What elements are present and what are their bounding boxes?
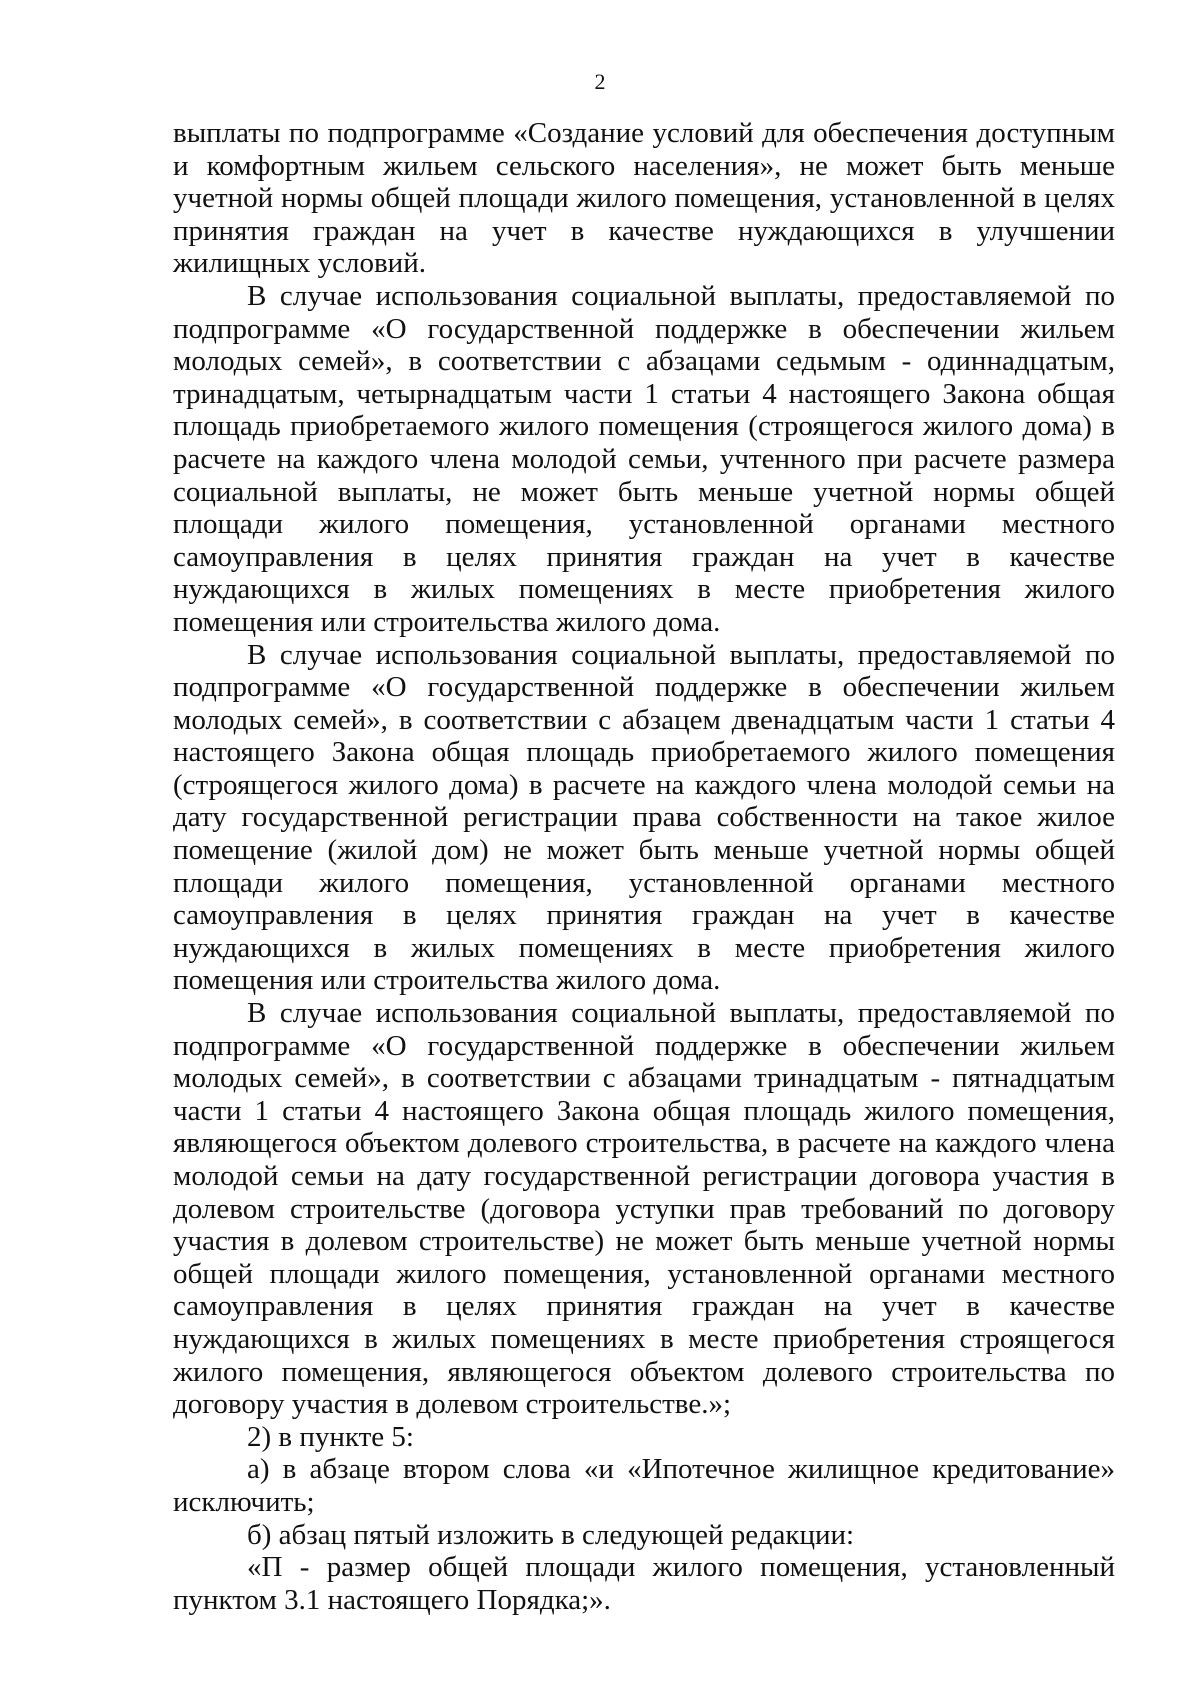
paragraph-social-payment-2: В случае использования социальной выплаты, предоставляемой по подпрограмме «О государственной поддержке в обеспечении жильем молодых семей», в соответствии с абзацем двенадцатым части 1 статьи 4 настоящего Закона общая площадь приобретаемого жилого помещения (строящегося жилого дома) в расчете на каждого члена молодой семьи на дату государственной регистрации права собственности на такое жилое помещение (жилой дом) не может быть меньше учетной нормы общей площади жилого помещения, установленной органами местного самоуправления в целях принятия граждан на учет в качестве нуждающихся в жилых помещениях в месте приобретения жилого помещения или строительства жилого дома. <box>173 638 1115 997</box>
paragraph-formula-definition: «П - размер общей площади жилого помещения, установленный пунктом 3.1 настоящего Порядка;». <box>173 1551 1115 1616</box>
page-number: 2 <box>594 69 606 94</box>
paragraph-subitem-a: а) в абзаце втором слова «и «Ипотечное жилищное кредитование» исключить; <box>173 1453 1115 1518</box>
paragraph-social-payment-1: В случае использования социальной выплаты, предоставляемой по подпрограмме «О государственной поддержке в обеспечении жильем молодых семей», в соответствии с абзацами седьмым - одиннадцатым, тринадцатым, четырнадцатым части 1 статьи 4 настоящего Закона общая площадь приобретаемого жилого помещения (строящегося жилого дома) в расчете на каждого члена молодой семьи, учтенного при расчете размера социальной выплаты, не может быть меньше учетной нормы общей площади жилого помещения, установленной органами местного самоуправления в целях принятия граждан на учет в качестве нуждающихся в жилых помещениях в месте приобретения жилого помещения или строительства жилого дома. <box>173 279 1115 638</box>
paragraph-subitem-b: б) абзац пятый изложить в следующей редакции: <box>247 1518 855 1551</box>
paragraph-item-2: 2) в пункте 5: <box>247 1420 414 1453</box>
paragraph-social-payment-3: В случае использования социальной выплаты, предоставляемой по подпрограмме «О государственной поддержке в обеспечении жильем молодых семей», в соответствии с абзацами тринадцатым - пятнадцатым части 1 статьи 4 настоящего Закона общая площадь жилого помещения, являющегося объектом долевого строительства, в расчете на каждого члена молодой семьи на дату государственной регистрации договора участия в долевом строительстве (договора уступки прав требований по договору участия в долевом строительстве) не может быть меньше учетной нормы общей площади жилого помещения, установленной органами местного самоуправления в целях принятия граждан на учет в качестве нуждающихся в жилых помещениях в месте приобретения строящегося жилого помещения, являющегося объектом долевого строительства по договору участия в долевом строительстве.»; <box>173 997 1115 1421</box>
paragraph-continuation: выплаты по подпрограмме «Создание условий для обеспечения доступным и комфортным жильем сельского населения», не может быть меньше учетной нормы общей площади жилого помещения, установленной в целях принятия граждан на учет в качестве нуждающихся в улучшении жилищных условий. <box>173 117 1115 280</box>
document-body <box>173 117 1115 1616</box>
